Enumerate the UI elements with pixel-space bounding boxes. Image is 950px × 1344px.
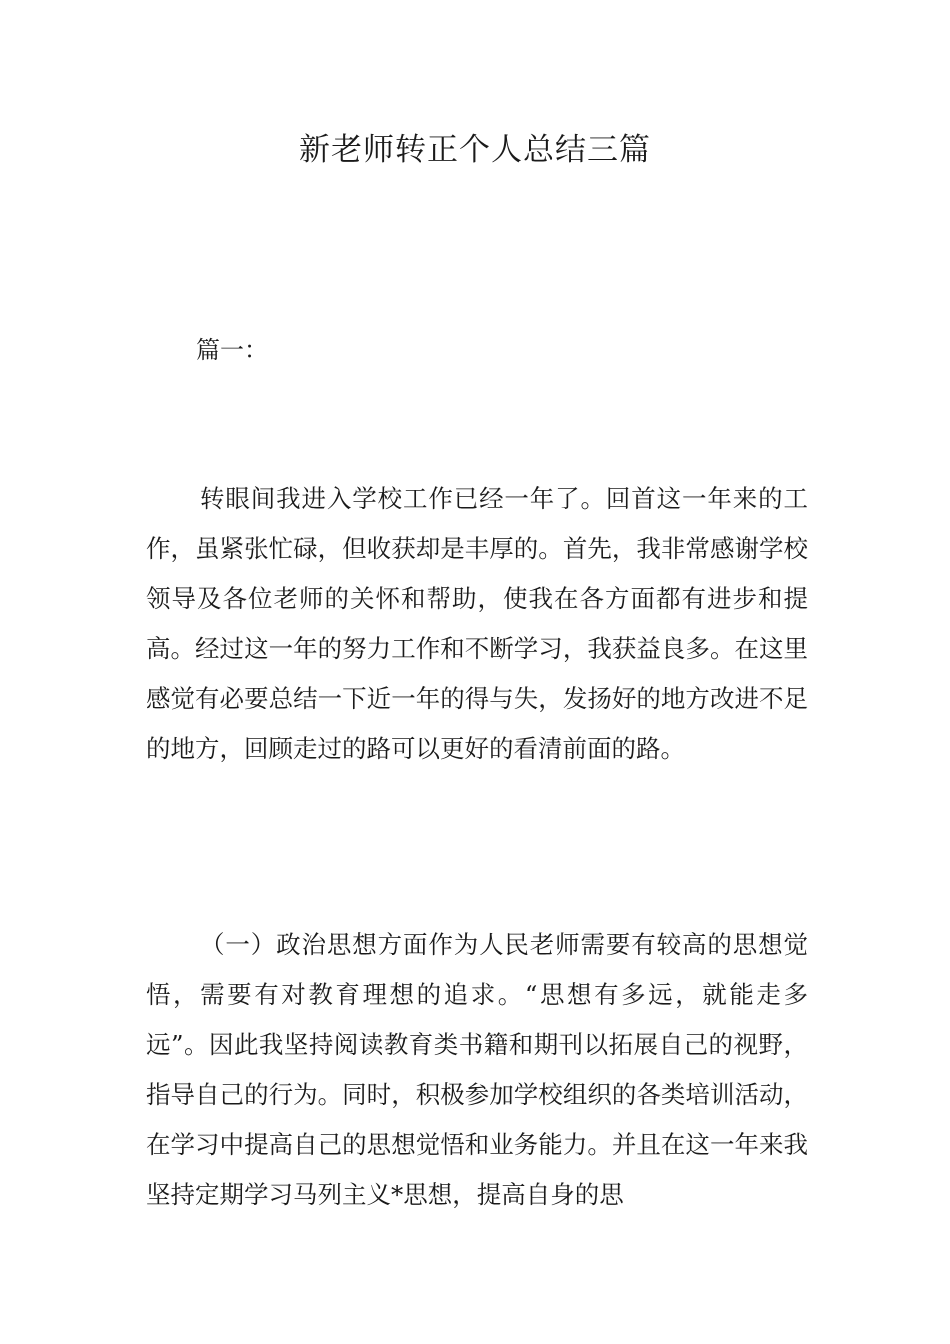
paragraph-2: （一）政治思想方面作为人民老师需要有较高的思想觉悟，需要有对教育理想的追求。“思想有多远，就能走多远”。因此我坚持阅读教育类书籍和期刊以拓展自己的视野，指导自己的行为。同时，积极参加学校组织的各类培训活动，在学习中提高自己的思想觉悟和业务能力。并且在这一年来我坚持定期学习马列主义*思想，提高自身的思 bbox=[146, 930, 808, 1209]
document-title: 新老师转正个人总结三篇 bbox=[299, 132, 651, 168]
paragraph-1: 转眼间我进入学校工作已经一年了。回首这一年来的工作，虽紧张忙碌，但收获却是丰厚的。首先，我非常感谢学校领导及各位老师的关怀和帮助，使我在各方面都有进步和提高。经过这一年的努力工作和不断学习，我获益良多。在这里感觉有必要总结一下近一年的得与失，发扬好的地方改进不足的地方，回顾走过的路可以更好的看清前面的路。 bbox=[146, 484, 808, 763]
section-label: 篇一： bbox=[196, 336, 268, 364]
